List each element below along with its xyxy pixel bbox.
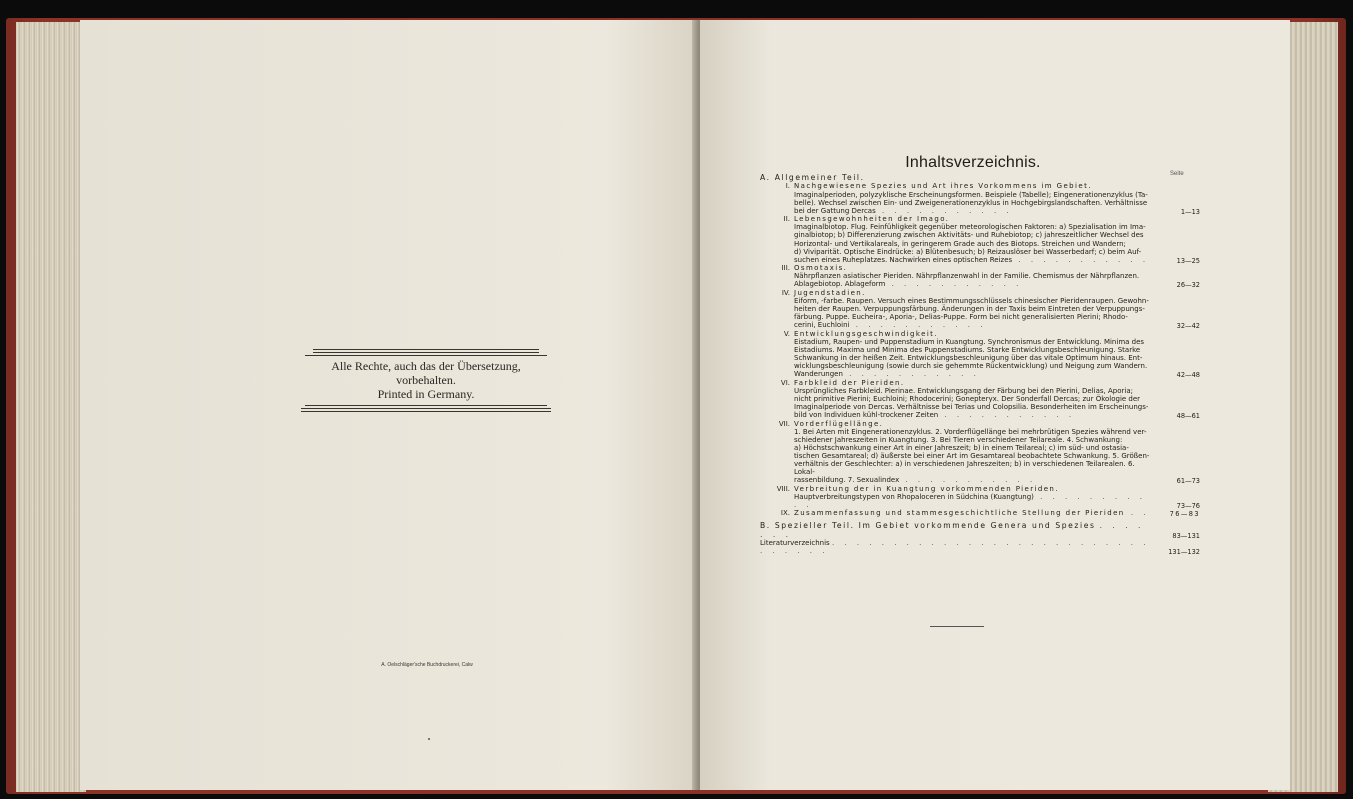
chapter-description-line: färbung. Puppe. Eucheira-, Aporia-, Delias-Puppe. Form bei nicht generalisierten Pierini; Rhodo- — [794, 313, 1128, 322]
chapter-description-line: bild von Individuen kühl-trockener Zeiten . . . . . . . . . . . 48—61 — [794, 411, 1200, 421]
chapter-description-line: schiedener Jahreszeiten in Kuangtung. 3. Bei Tieren verschiedener Teilareale. 4. Schwankung: — [794, 435, 1123, 444]
literature-pages: 131—132 — [1168, 547, 1200, 556]
part-b-pages: 83—131 — [1172, 531, 1200, 540]
page-column-label: Seite — [1170, 171, 1184, 177]
chapter-description-line: Eistadiums. Maxima und Minima des Puppenstadiums. Starke Entwicklungsbeschleunigung. Starke — [794, 345, 1141, 354]
chapter-description-line: Wanderungen . . . . . . . . . . . 42—48 — [794, 370, 1200, 380]
chapter-title: Lebensgewohnheiten der Imago. — [794, 215, 950, 224]
chapter-pages: 13—25 — [1176, 256, 1200, 265]
part-a-heading: A. Allgemeiner Teil. — [760, 173, 865, 182]
part-b-title: B. Spezieller Teil. Im Gebiet vorkommende Genera und Spezies — [760, 521, 1096, 531]
toc-title: Inhaltsverzeichnis. — [905, 154, 1041, 171]
toc-chapter — [760, 509, 1200, 517]
chapter-pages: 32—42 — [1176, 322, 1200, 331]
toc-chapter — [760, 215, 1200, 264]
toc-chapter — [760, 379, 1200, 419]
chapter-number: IX. — [780, 509, 790, 518]
closing-rule — [930, 626, 984, 627]
bottom-double-rule — [301, 408, 551, 412]
rights-line: Alle Rechte, auch das der Übersetzung, vorbehalten. — [331, 359, 521, 387]
chapter-title: Zusammenfassung und stammesgeschichtliche Stellung der Pieriden . . 76—83 — [794, 509, 1200, 519]
chapter-description-line: Eistadium, Raupen- und Puppenstadium in Kuangtung. Synchronismus der Entwicklung. Minima des — [794, 337, 1145, 346]
chapter-pages: 26—32 — [1176, 281, 1200, 290]
toc-chapter — [760, 330, 1200, 379]
chapter-pages: 73—76 — [1176, 501, 1200, 510]
chapter-list — [760, 182, 1200, 517]
toc-chapter — [760, 289, 1200, 329]
chapter-number: VIII. — [776, 484, 790, 493]
chapter-description-line: rassenbildung. 7. Sexualindex . . . . . . . . . . . 61—73 — [794, 476, 1200, 486]
chapter-number: VII. — [778, 419, 790, 428]
chapter-number: I. — [785, 182, 790, 191]
chapter-description-line: nicht primitive Pierini; Euchloini; Rhodocerini; Gonepteryx. Der Sonderfall Dercas; zur Ökologie der — [794, 394, 1141, 403]
chapter-description-line: ginalbiotop; b) Differenzierung zwischen Aktivitäts- und Ruhebiotop; c) jahreszeitlicher Wechsel des — [794, 231, 1144, 240]
chapter-description-line: tischen Gesamtareal; d) äußerste bei einer Art im Gesamtareal beobachtete Schwankung. 5. Größen- — [794, 451, 1150, 460]
top-double-rule — [313, 349, 539, 353]
printer-imprint: A. Oelschläger'sche Buchdruckerei, Calw — [381, 662, 473, 668]
chapter-description-line: verhältnis der Geschlechter: a) in verschiedenen Jahreszeiten; b) in verschiedenen Teilarealen. 6. Lokal- — [794, 460, 1135, 477]
chapter-pages: 76—83 — [1169, 510, 1200, 519]
literature-title: Literaturverzeichnis — [760, 538, 830, 547]
chapter-pages: 1—13 — [1180, 207, 1200, 216]
chapter-description-line: Hauptverbreitungstypen von Rhopaloceren in Südchina (Kuangtung) . . . . . . . . . . . 73—76 — [794, 492, 1200, 510]
chapter-number: II. — [783, 215, 790, 224]
chapter-description-line: bei der Gattung Dercas . . . . . . . . . . . 1—13 — [794, 206, 1200, 216]
top-rule — [305, 355, 547, 356]
chapter-description-line: Imaginalperioden, polyzyklische Erscheinungsformen. Beispiele (Tabelle); Eingenerationenzyklus (Ta- — [794, 190, 1148, 199]
chapter-pages: 61—73 — [1176, 477, 1200, 486]
chapter-description-line: belle). Wechsel zwischen Ein- und Zweigenerationenzyklus in Hochgebirgslandschaften. Verhältnisse — [794, 198, 1148, 207]
chapter-pages: 42—48 — [1176, 371, 1200, 380]
chapter-description-line: 1. Bei Arten mit Eingenerationenzyklus. 2. Vorderflügellänge bei mehrbrütigen Spezies während ver- — [794, 427, 1147, 436]
table-of-contents — [760, 173, 1200, 555]
chapter-title: Nachgewiesene Spezies und Art ihres Vorkommens im Gebiet. — [794, 182, 1092, 191]
toc-chapter — [760, 264, 1200, 288]
chapter-description-line: wicklungsbeschleunigung (sowie durch sie gehemmte Rückentwicklung) und Neigung zum Wandern. — [794, 362, 1148, 371]
page-speck — [428, 738, 430, 740]
chapter-description-line: Imaginalbiotop. Flug. Feinfühligkeit gegenüber meteorologischen Faktoren: a) Spezialisation im Ima- — [794, 223, 1146, 232]
chapter-description-line: heiten der Raupen. Verpuppungsfärbung. Änderungen in der Taxis beim Eintreten der Verpuppungs- — [794, 305, 1145, 314]
chapter-title: Farbkleid der Pieriden. — [794, 378, 905, 387]
chapter-description-line: Schwankung in der heißen Zeit. Entwicklungsbeschleunigung über das vitale Optimum hinaus. Ent- — [794, 354, 1143, 363]
chapter-description-line: Ablagebiotop. Ablageform . . . . . . . . . . . 26—32 — [794, 280, 1200, 290]
chapter-description-line: Ursprüngliches Farbkleid. Pierinae. Entwicklungsgang der Färbung bei den Pierini, Delias, Aporia; — [794, 386, 1133, 395]
chapter-description-line: Imaginalperiode von Dercas. Verhältnisse bei Terias und Colopsilia. Besonderheiten im Erscheinungs- — [794, 402, 1149, 411]
chapter-description-line: suchen eines Ruheplatzes. Nachwirken eines optischen Reizes . . . . . . . . . . . 13—25 — [794, 255, 1200, 265]
chapter-pages: 48—61 — [1176, 412, 1200, 421]
chapter-title: Osmotaxis. — [794, 264, 848, 273]
chapter-title: Vorderflügellänge. — [794, 419, 884, 428]
chapter-description-line: Nährpflanzen asiatischer Pieriden. Nährpflanzenwahl in der Familie. Chemismus der Nährpflanzen. — [794, 272, 1140, 281]
chapter-description-line: Horizontal- und Vertikalareals, in geringerem Grade auch des Biotops. Streichen und Wandern; — [794, 239, 1126, 248]
chapter-number: V. — [783, 329, 790, 338]
toc-chapter — [760, 182, 1200, 214]
chapter-number: III. — [781, 264, 790, 273]
chapter-number: IV. — [781, 288, 790, 297]
chapter-title: Entwicklungsgeschwindigkeit. — [794, 329, 938, 338]
literature-entry: Literaturverzeichnis . . . . . . . . . . . . . . . . . . . . . . . . . . . . . . . . 131—132 — [760, 538, 1200, 556]
bottom-rule — [305, 405, 547, 406]
part-b-heading: B. Spezieller Teil. Im Gebiet vorkommende Genera und Spezies . . . . . . . 83—131 — [760, 521, 1200, 540]
chapter-title: Jugendstadien. — [794, 288, 866, 297]
toc-chapter — [760, 420, 1200, 485]
chapter-description-line: a) Höchstschwankung einer Art in einer Jahreszeit; b) in einem Teilareal; c) im süd- und ostasia- — [794, 443, 1129, 452]
rights-notice — [301, 349, 551, 412]
chapter-description-line: d) Viviparität. Optische Eindrücke: a) Blütenbesuch; b) Reizauslöser bei Wasserbedarf; c) beim Auf- — [794, 247, 1142, 256]
chapter-title: Verbreitung der in Kuangtung vorkommenden Pieriden. — [794, 484, 1059, 493]
chapter-description-line: cerini, Euchloini . . . . . . . . . . . 32—42 — [794, 321, 1200, 331]
printed-line: Printed in Germany. — [377, 387, 475, 401]
toc-chapter — [760, 485, 1200, 509]
chapter-description-line: Eiform, -farbe. Raupen. Versuch eines Bestimmungsschlüssels chinesischer Pieridenraupen. Gewohn- — [794, 296, 1149, 305]
chapter-number: VI. — [780, 378, 790, 387]
page-edges-left — [16, 22, 86, 792]
